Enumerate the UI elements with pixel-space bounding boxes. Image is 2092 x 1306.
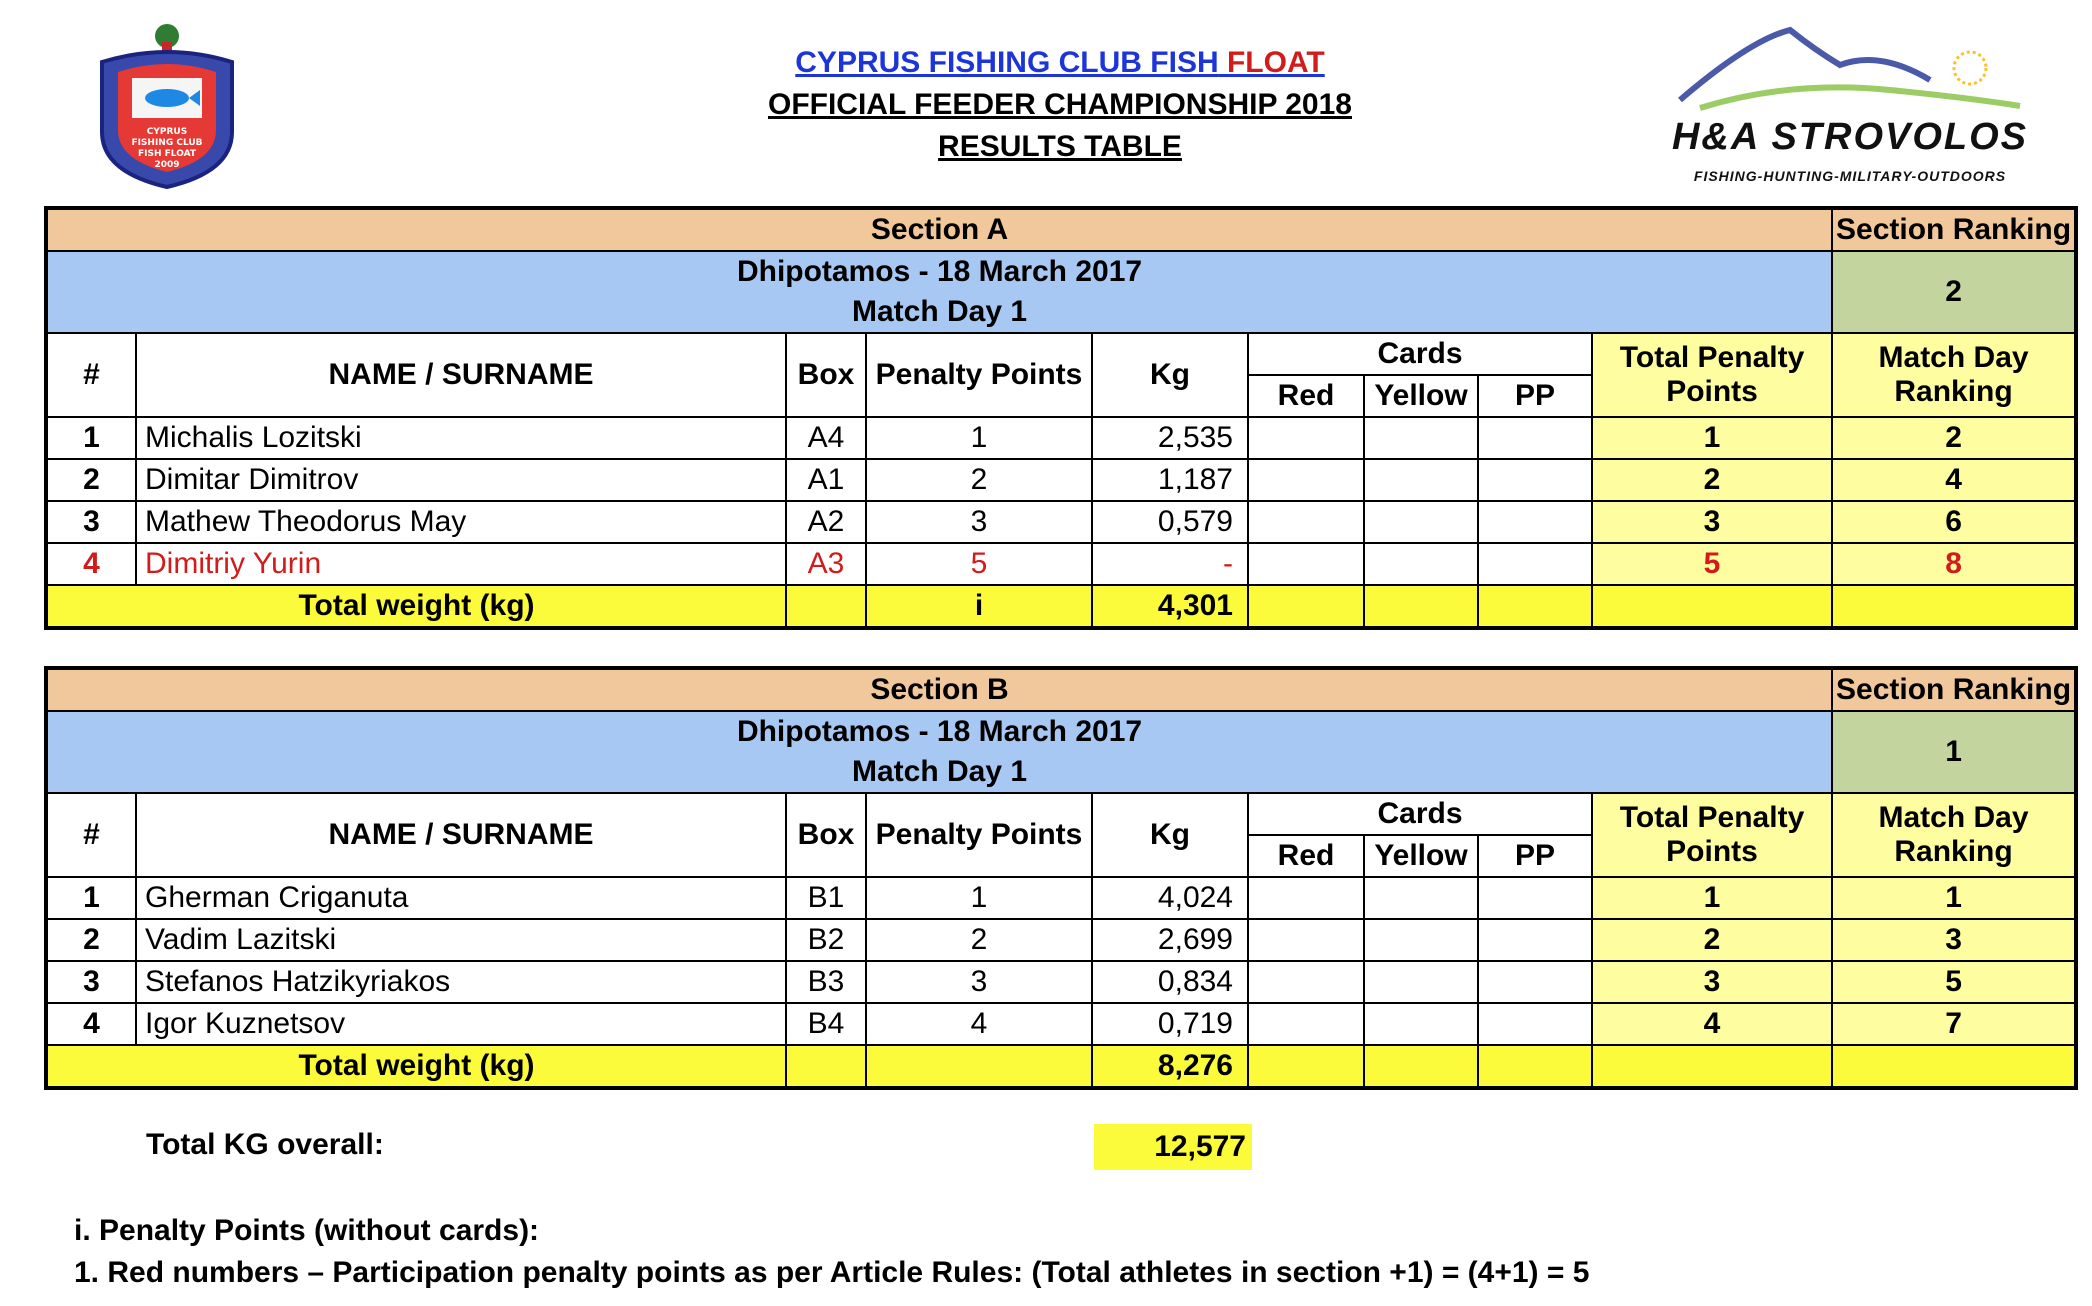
row-num: 1 — [46, 877, 136, 919]
title-results-table: RESULTS TABLE — [938, 130, 1182, 163]
column-header-row — [46, 333, 2076, 375]
row-md-ranking: 8 — [1832, 543, 2076, 585]
notes-heading: i. Penalty Points (without cards): — [74, 1214, 540, 1247]
total-kg: 4,301 — [1092, 585, 1248, 628]
title-club-main: CYPRUS FISHING CLUB FISH — [795, 46, 1219, 79]
row-card-red — [1248, 919, 1364, 961]
total-label: Total weight (kg) — [46, 1045, 786, 1088]
place-date — [46, 711, 1832, 793]
row-card-red — [1248, 501, 1364, 543]
svg-text:CYPRUS: CYPRUS — [146, 127, 188, 137]
row-card-pp — [1478, 459, 1592, 501]
row-total-penalty: 4 — [1592, 1003, 1832, 1045]
row-box: A4 — [786, 417, 866, 459]
row-card-pp — [1478, 543, 1592, 585]
row-num: 2 — [46, 459, 136, 501]
row-card-yellow — [1364, 417, 1478, 459]
row-num: 2 — [46, 919, 136, 961]
row-penalty: 1 — [866, 877, 1092, 919]
title-championship: OFFICIAL FEEDER CHAMPIONSHIP 2018 — [767, 88, 1352, 121]
row-num: 4 — [46, 1003, 136, 1045]
notes-item-1: 1. Red numbers – Participation penalty points as per Article Rules: (Total athletes in section +1) = (4+1) = 5 — [74, 1256, 1590, 1289]
section-b-table — [44, 666, 2078, 1090]
col-total-penalty: Total Penalty Points — [1592, 793, 1832, 877]
row-kg: - — [1092, 543, 1248, 585]
row-card-red — [1248, 459, 1364, 501]
row-card-pp — [1478, 919, 1592, 961]
row-md-ranking: 4 — [1832, 459, 2076, 501]
row-num: 3 — [46, 501, 136, 543]
row-box: A2 — [786, 501, 866, 543]
section-title: Section A — [46, 208, 1832, 251]
table-row — [46, 417, 2076, 459]
row-penalty: 3 — [866, 501, 1092, 543]
row-card-pp — [1478, 961, 1592, 1003]
table-row — [46, 919, 2076, 961]
total-penalty-note: i — [866, 585, 1092, 628]
table-row — [46, 961, 2076, 1003]
place-row — [46, 711, 2076, 793]
row-kg: 0,579 — [1092, 501, 1248, 543]
col-md-ranking: Match Day Ranking — [1832, 333, 2076, 417]
place-text: Dhipotamos - 18 March 2017 — [736, 715, 1143, 748]
row-md-ranking: 2 — [1832, 417, 2076, 459]
row-box: B2 — [786, 919, 866, 961]
table-row — [46, 459, 2076, 501]
col-box: Box — [786, 793, 866, 877]
row-name: Vadim Lazitski — [136, 919, 786, 961]
row-card-yellow — [1364, 1003, 1478, 1045]
row-name: Michalis Lozitski — [136, 417, 786, 459]
col-penalty: Penalty Points — [866, 333, 1092, 417]
row-name: Dimitar Dimitrov — [136, 459, 786, 501]
row-num: 1 — [46, 417, 136, 459]
row-total-penalty: 1 — [1592, 877, 1832, 919]
row-card-pp — [1478, 501, 1592, 543]
section-header-row — [46, 668, 2076, 711]
section-ranking-value: 2 — [1832, 251, 2076, 333]
row-total-penalty: 2 — [1592, 919, 1832, 961]
row-penalty: 2 — [866, 459, 1092, 501]
section-a-table — [44, 206, 2078, 630]
svg-text:2009: 2009 — [154, 160, 180, 170]
place-text: Dhipotamos - 18 March 2017 — [736, 255, 1143, 288]
title-club-accent: FLOAT — [1226, 46, 1325, 79]
row-total-penalty: 1 — [1592, 417, 1832, 459]
col-pp: PP — [1478, 375, 1592, 417]
row-name: Dimitriy Yurin — [136, 543, 786, 585]
place-date — [46, 251, 1832, 333]
col-cards: Cards — [1248, 333, 1592, 375]
match-day-text: Match Day 1 — [851, 755, 1028, 788]
col-pp: PP — [1478, 835, 1592, 877]
col-red: Red — [1248, 375, 1364, 417]
row-box: B3 — [786, 961, 866, 1003]
row-md-ranking: 7 — [1832, 1003, 2076, 1045]
col-name: NAME / SURNAME — [136, 793, 786, 877]
row-card-red — [1248, 1003, 1364, 1045]
total-penalty-note — [866, 1045, 1092, 1088]
row-card-red — [1248, 961, 1364, 1003]
row-kg: 2,535 — [1092, 417, 1248, 459]
section-ranking-label: Section Ranking — [1832, 208, 2076, 251]
row-card-pp — [1478, 1003, 1592, 1045]
section-title: Section B — [46, 668, 1832, 711]
row-box: A3 — [786, 543, 866, 585]
section-ranking-value: 1 — [1832, 711, 2076, 793]
row-penalty: 2 — [866, 919, 1092, 961]
col-num: # — [46, 793, 136, 877]
row-penalty: 3 — [866, 961, 1092, 1003]
section-header-row — [46, 208, 2076, 251]
table-row — [46, 1003, 2076, 1045]
row-box: A1 — [786, 459, 866, 501]
row-card-red — [1248, 877, 1364, 919]
section-ranking-label: Section Ranking — [1832, 668, 2076, 711]
row-card-yellow — [1364, 501, 1478, 543]
row-card-yellow — [1364, 919, 1478, 961]
row-name: Gherman Criganuta — [136, 877, 786, 919]
col-kg: Kg — [1092, 333, 1248, 417]
total-row — [46, 1045, 2076, 1088]
row-total-penalty: 3 — [1592, 961, 1832, 1003]
match-day-text: Match Day 1 — [851, 295, 1028, 328]
sponsor-tagline: FISHING-HUNTING-MILITARY-OUTDOORS — [1693, 168, 2007, 184]
row-card-red — [1248, 543, 1364, 585]
row-kg: 0,834 — [1092, 961, 1248, 1003]
col-red: Red — [1248, 835, 1364, 877]
place-row — [46, 251, 2076, 333]
row-md-ranking: 3 — [1832, 919, 2076, 961]
row-md-ranking: 6 — [1832, 501, 2076, 543]
row-total-penalty: 5 — [1592, 543, 1832, 585]
col-num: # — [46, 333, 136, 417]
row-total-penalty: 3 — [1592, 501, 1832, 543]
col-kg: Kg — [1092, 793, 1248, 877]
row-num: 4 — [46, 543, 136, 585]
table-row — [46, 543, 2076, 585]
row-kg: 2,699 — [1092, 919, 1248, 961]
svg-text:FISHING CLUB: FISHING CLUB — [131, 138, 203, 148]
row-name: Mathew Theodorus May — [136, 501, 786, 543]
club-logo-emblem — [82, 22, 252, 192]
col-penalty: Penalty Points — [866, 793, 1092, 877]
row-card-yellow — [1364, 543, 1478, 585]
col-yellow: Yellow — [1364, 375, 1478, 417]
col-name: NAME / SURNAME — [136, 333, 786, 417]
row-penalty: 1 — [866, 417, 1092, 459]
row-penalty: 4 — [866, 1003, 1092, 1045]
row-md-ranking: 1 — [1832, 877, 2076, 919]
overall-label: Total KG overall: — [146, 1128, 384, 1161]
row-card-pp — [1478, 877, 1592, 919]
row-kg: 1,187 — [1092, 459, 1248, 501]
row-md-ranking: 5 — [1832, 961, 2076, 1003]
total-row — [46, 585, 2076, 628]
row-kg: 4,024 — [1092, 877, 1248, 919]
title-club-name — [660, 42, 1460, 84]
row-penalty: 5 — [866, 543, 1092, 585]
row-kg: 0,719 — [1092, 1003, 1248, 1045]
club-logo — [82, 22, 252, 192]
total-label: Total weight (kg) — [46, 585, 786, 628]
overall-value: 12,577 — [1094, 1124, 1252, 1170]
document-title — [660, 42, 1460, 168]
sponsor-name: H&A STROVOLOS — [1671, 116, 2029, 158]
col-total-penalty: Total Penalty Points — [1592, 333, 1832, 417]
row-card-yellow — [1364, 877, 1478, 919]
column-header-row — [46, 793, 2076, 835]
row-card-yellow — [1364, 961, 1478, 1003]
row-card-red — [1248, 417, 1364, 459]
col-md-ranking: Match Day Ranking — [1832, 793, 2076, 877]
row-name: Stefanos Hatzikyriakos — [136, 961, 786, 1003]
row-name: Igor Kuznetsov — [136, 1003, 786, 1045]
row-total-penalty: 2 — [1592, 459, 1832, 501]
col-box: Box — [786, 333, 866, 417]
row-box: B1 — [786, 877, 866, 919]
svg-text:FISH FLOAT: FISH FLOAT — [137, 149, 197, 159]
row-card-pp — [1478, 417, 1592, 459]
sponsor-logo — [1640, 20, 2060, 190]
row-num: 3 — [46, 961, 136, 1003]
table-row — [46, 501, 2076, 543]
total-kg: 8,276 — [1092, 1045, 1248, 1088]
mountain-icon — [1640, 20, 2060, 120]
table-row — [46, 877, 2076, 919]
col-cards: Cards — [1248, 793, 1592, 835]
row-box: B4 — [786, 1003, 866, 1045]
col-yellow: Yellow — [1364, 835, 1478, 877]
row-card-yellow — [1364, 459, 1478, 501]
